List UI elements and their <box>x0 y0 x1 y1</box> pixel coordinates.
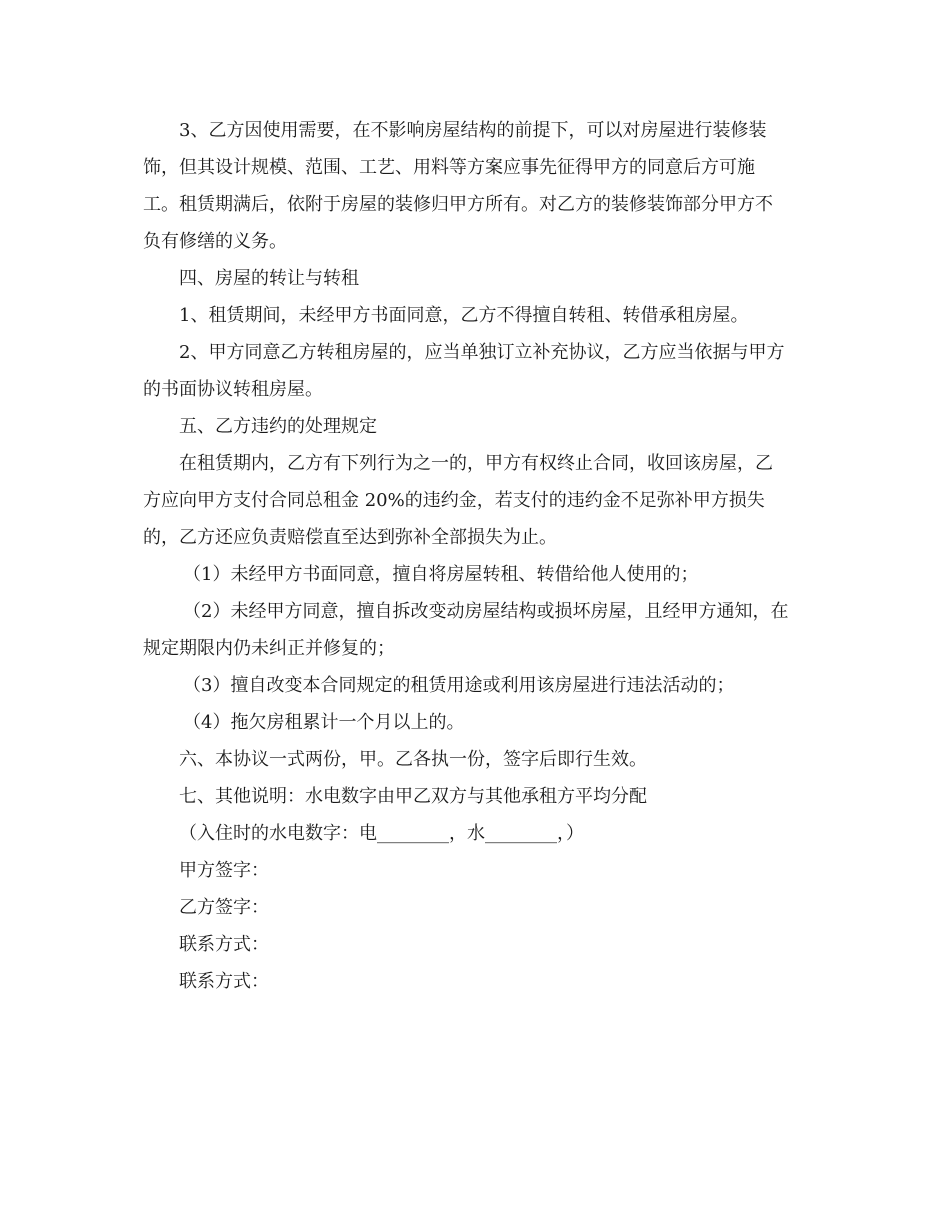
section-5-intro-line-1: 在租赁期内，乙方有下列行为之一的，甲方有权终止合同，收回该房屋，乙 <box>179 453 773 474</box>
section-7: 七、其他说明：水电数字由甲乙双方与其他承租方平均分配 <box>179 786 647 807</box>
section-4-item-2-line-1: 2、甲方同意乙方转租房屋的，应当单独订立补充协议，乙方应当依据与甲方 <box>179 342 785 363</box>
contact-info-label-2: 联系方式： <box>179 971 269 992</box>
violation-item-1: （1）未经甲方书面同意，擅自将房屋转租、转借给他人使用的； <box>183 564 699 585</box>
violation-item-2-line-1: （2）未经甲方同意，擅自拆改变动房屋结构或损坏房屋，且经甲方通知，在 <box>183 601 789 622</box>
violation-item-3: （3）擅自改变本合同规定的租赁用途或利用该房屋进行违法活动的； <box>183 675 735 696</box>
section-4-item-1: 1、租赁期间，未经甲方书面同意，乙方不得擅自转租、转借承租房屋。 <box>179 305 749 326</box>
clause-3-line-1: 3、乙方因使用需要，在不影响房屋结构的前提下，可以对房屋进行装修装 <box>179 120 767 141</box>
section-4-heading: 四、房屋的转让与转租 <box>179 268 359 289</box>
clause-3-line-4: 负有修缮的义务。 <box>143 231 287 252</box>
section-4-item-2-line-2: 的书面协议转租房屋。 <box>143 379 323 400</box>
party-b-signature-label: 乙方签字： <box>179 897 269 918</box>
contract-body <box>143 112 815 1000</box>
clause-3-line-2: 饰，但其设计规模、范围、工艺、用料等方案应事先征得甲方的同意后方可施 <box>143 157 755 178</box>
contact-info-label-1: 联系方式： <box>179 934 269 955</box>
violation-item-4: （4）拖欠房租累计一个月以上的。 <box>183 712 465 733</box>
section-5-intro-line-2: 方应向甲方支付合同总租金 20%的违约金，若支付的违约金不足弥补甲方损失 <box>143 490 765 511</box>
clause-3-line-3: 工。租赁期满后，依附于房屋的装修归甲方所有。对乙方的装修装饰部分甲方不 <box>143 194 773 215</box>
section-6: 六、本协议一式两份，甲。乙各执一份，签字后即行生效。 <box>179 749 647 770</box>
utility-readings: （入住时的水电数字：电________，水________，） <box>179 823 584 844</box>
violation-item-2-line-2: 规定期限内仍未纠正并修复的； <box>143 638 395 659</box>
section-5-heading: 五、乙方违约的处理规定 <box>179 416 377 437</box>
section-5-intro-line-3: 的，乙方还应负责赔偿直至达到弥补全部损失为止。 <box>143 527 557 548</box>
party-a-signature-label: 甲方签字： <box>179 860 269 881</box>
